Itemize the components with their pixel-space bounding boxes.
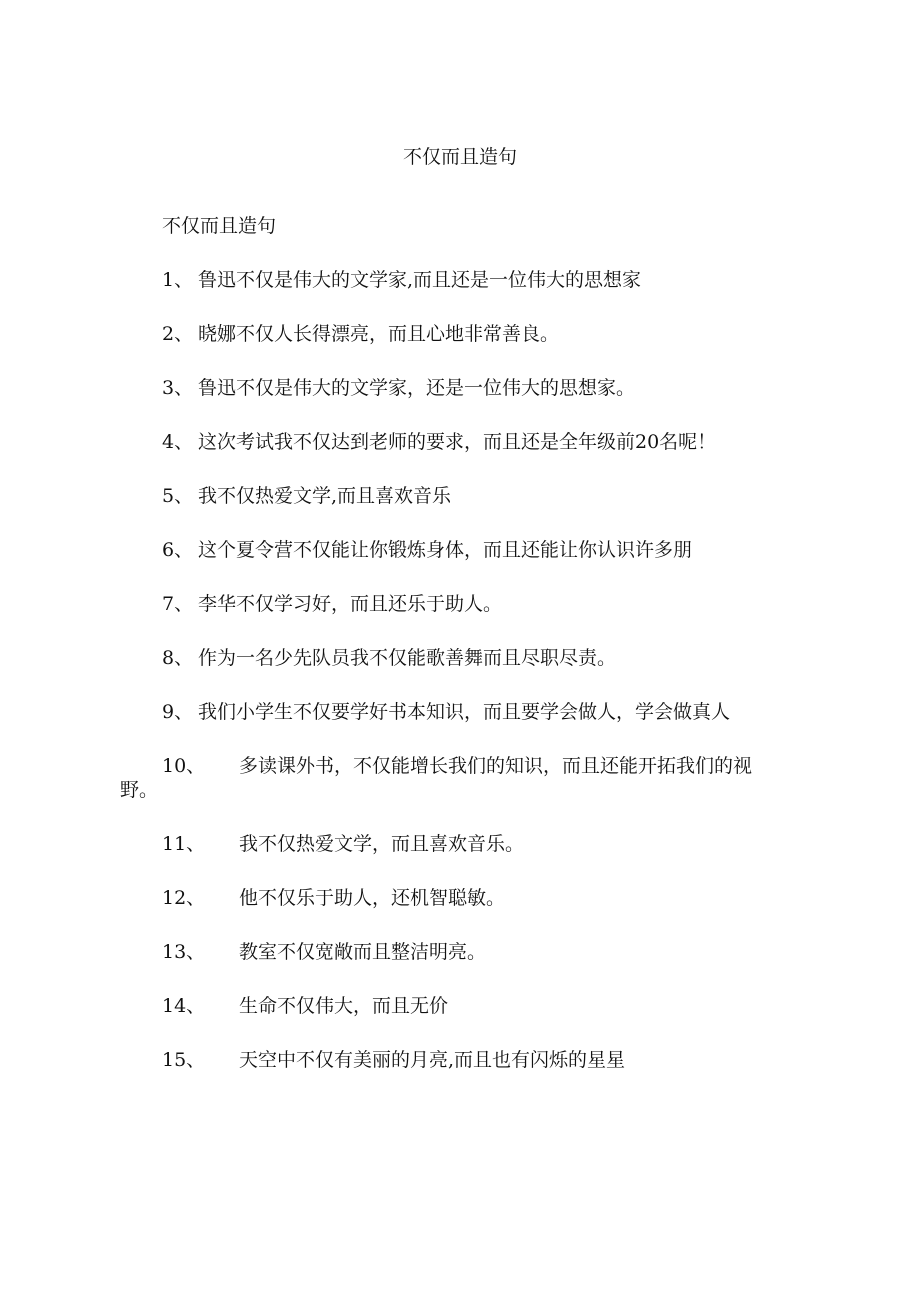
- list-item: [0, 994, 920, 1018]
- item-number: 5、: [162, 485, 194, 507]
- list-item: [0, 754, 920, 802]
- item-text: 生命不仅伟大，而且无价: [239, 995, 449, 1017]
- list-item: [0, 832, 920, 856]
- list-item: [0, 538, 920, 562]
- list-item: [0, 430, 920, 454]
- item-number: 4、: [162, 431, 194, 453]
- item-number: 3、: [162, 377, 194, 399]
- document-title: 不仅而且造句: [402, 146, 517, 168]
- document-subtitle: 不仅而且造句: [162, 215, 277, 237]
- item-number: 7、: [162, 593, 194, 615]
- item-text: 这个夏令营不仅能让你锻炼身体，而且还能让你认识许多朋: [198, 539, 693, 561]
- list-item: [0, 592, 920, 616]
- item-number: 12、: [162, 887, 206, 909]
- item-text: 我们小学生不仅要学好书本知识，而且要学会做人，学会做真人: [198, 701, 731, 723]
- item-number: 8、: [162, 647, 194, 669]
- list-item: [0, 268, 920, 292]
- item-text: 教室不仅宽敞而且整洁明亮。: [239, 941, 487, 963]
- item-text: 鲁迅不仅是伟大的文学家，还是一位伟大的思想家。: [198, 377, 636, 399]
- item-text: 他不仅乐于助人，还机智聪敏。: [239, 887, 506, 909]
- item-text: 李华不仅学习好，而且还乐于助人。: [198, 593, 503, 615]
- list-item: [0, 376, 920, 400]
- item-number: 11、: [162, 833, 206, 855]
- list-item: [0, 484, 920, 508]
- item-text: 作为一名少先队员我不仅能歌善舞而且尽职尽责。: [198, 647, 617, 669]
- list-item: [0, 886, 920, 910]
- item-text: 我不仅热爱文学，而且喜欢音乐。: [239, 833, 525, 855]
- item-number: 2、: [162, 323, 194, 345]
- list-item: [0, 322, 920, 346]
- item-number: 14、: [162, 995, 206, 1017]
- item-number: 10、: [162, 755, 206, 777]
- list-item: [0, 646, 920, 670]
- list-item: [0, 700, 920, 724]
- item-text: 天空中不仅有美丽的月亮,而且也有闪烁的星星: [239, 1049, 626, 1071]
- item-text: 多读课外书，不仅能增长我们的知识，而且还能开拓我们的视: [239, 755, 753, 777]
- list-item: [0, 940, 920, 964]
- item-text-continuation: 野。: [120, 779, 159, 801]
- item-number: 13、: [162, 941, 206, 963]
- item-text: 晓娜不仅人长得漂亮，而且心地非常善良。: [198, 323, 560, 345]
- item-text: 这次考试我不仅达到老师的要求，而且还是全年级前20名呢！: [198, 431, 717, 453]
- sentence-list: [0, 268, 920, 1102]
- item-line-first: [162, 754, 830, 778]
- item-text: 我不仅热爱文学,而且喜欢音乐: [198, 485, 452, 507]
- item-number: 9、: [162, 701, 194, 723]
- item-text: 鲁迅不仅是伟大的文学家,而且还是一位伟大的思想家: [198, 269, 642, 291]
- item-number: 15、: [162, 1049, 206, 1071]
- item-number: 6、: [162, 539, 194, 561]
- item-number: 1、: [162, 269, 194, 291]
- list-item: [0, 1048, 920, 1072]
